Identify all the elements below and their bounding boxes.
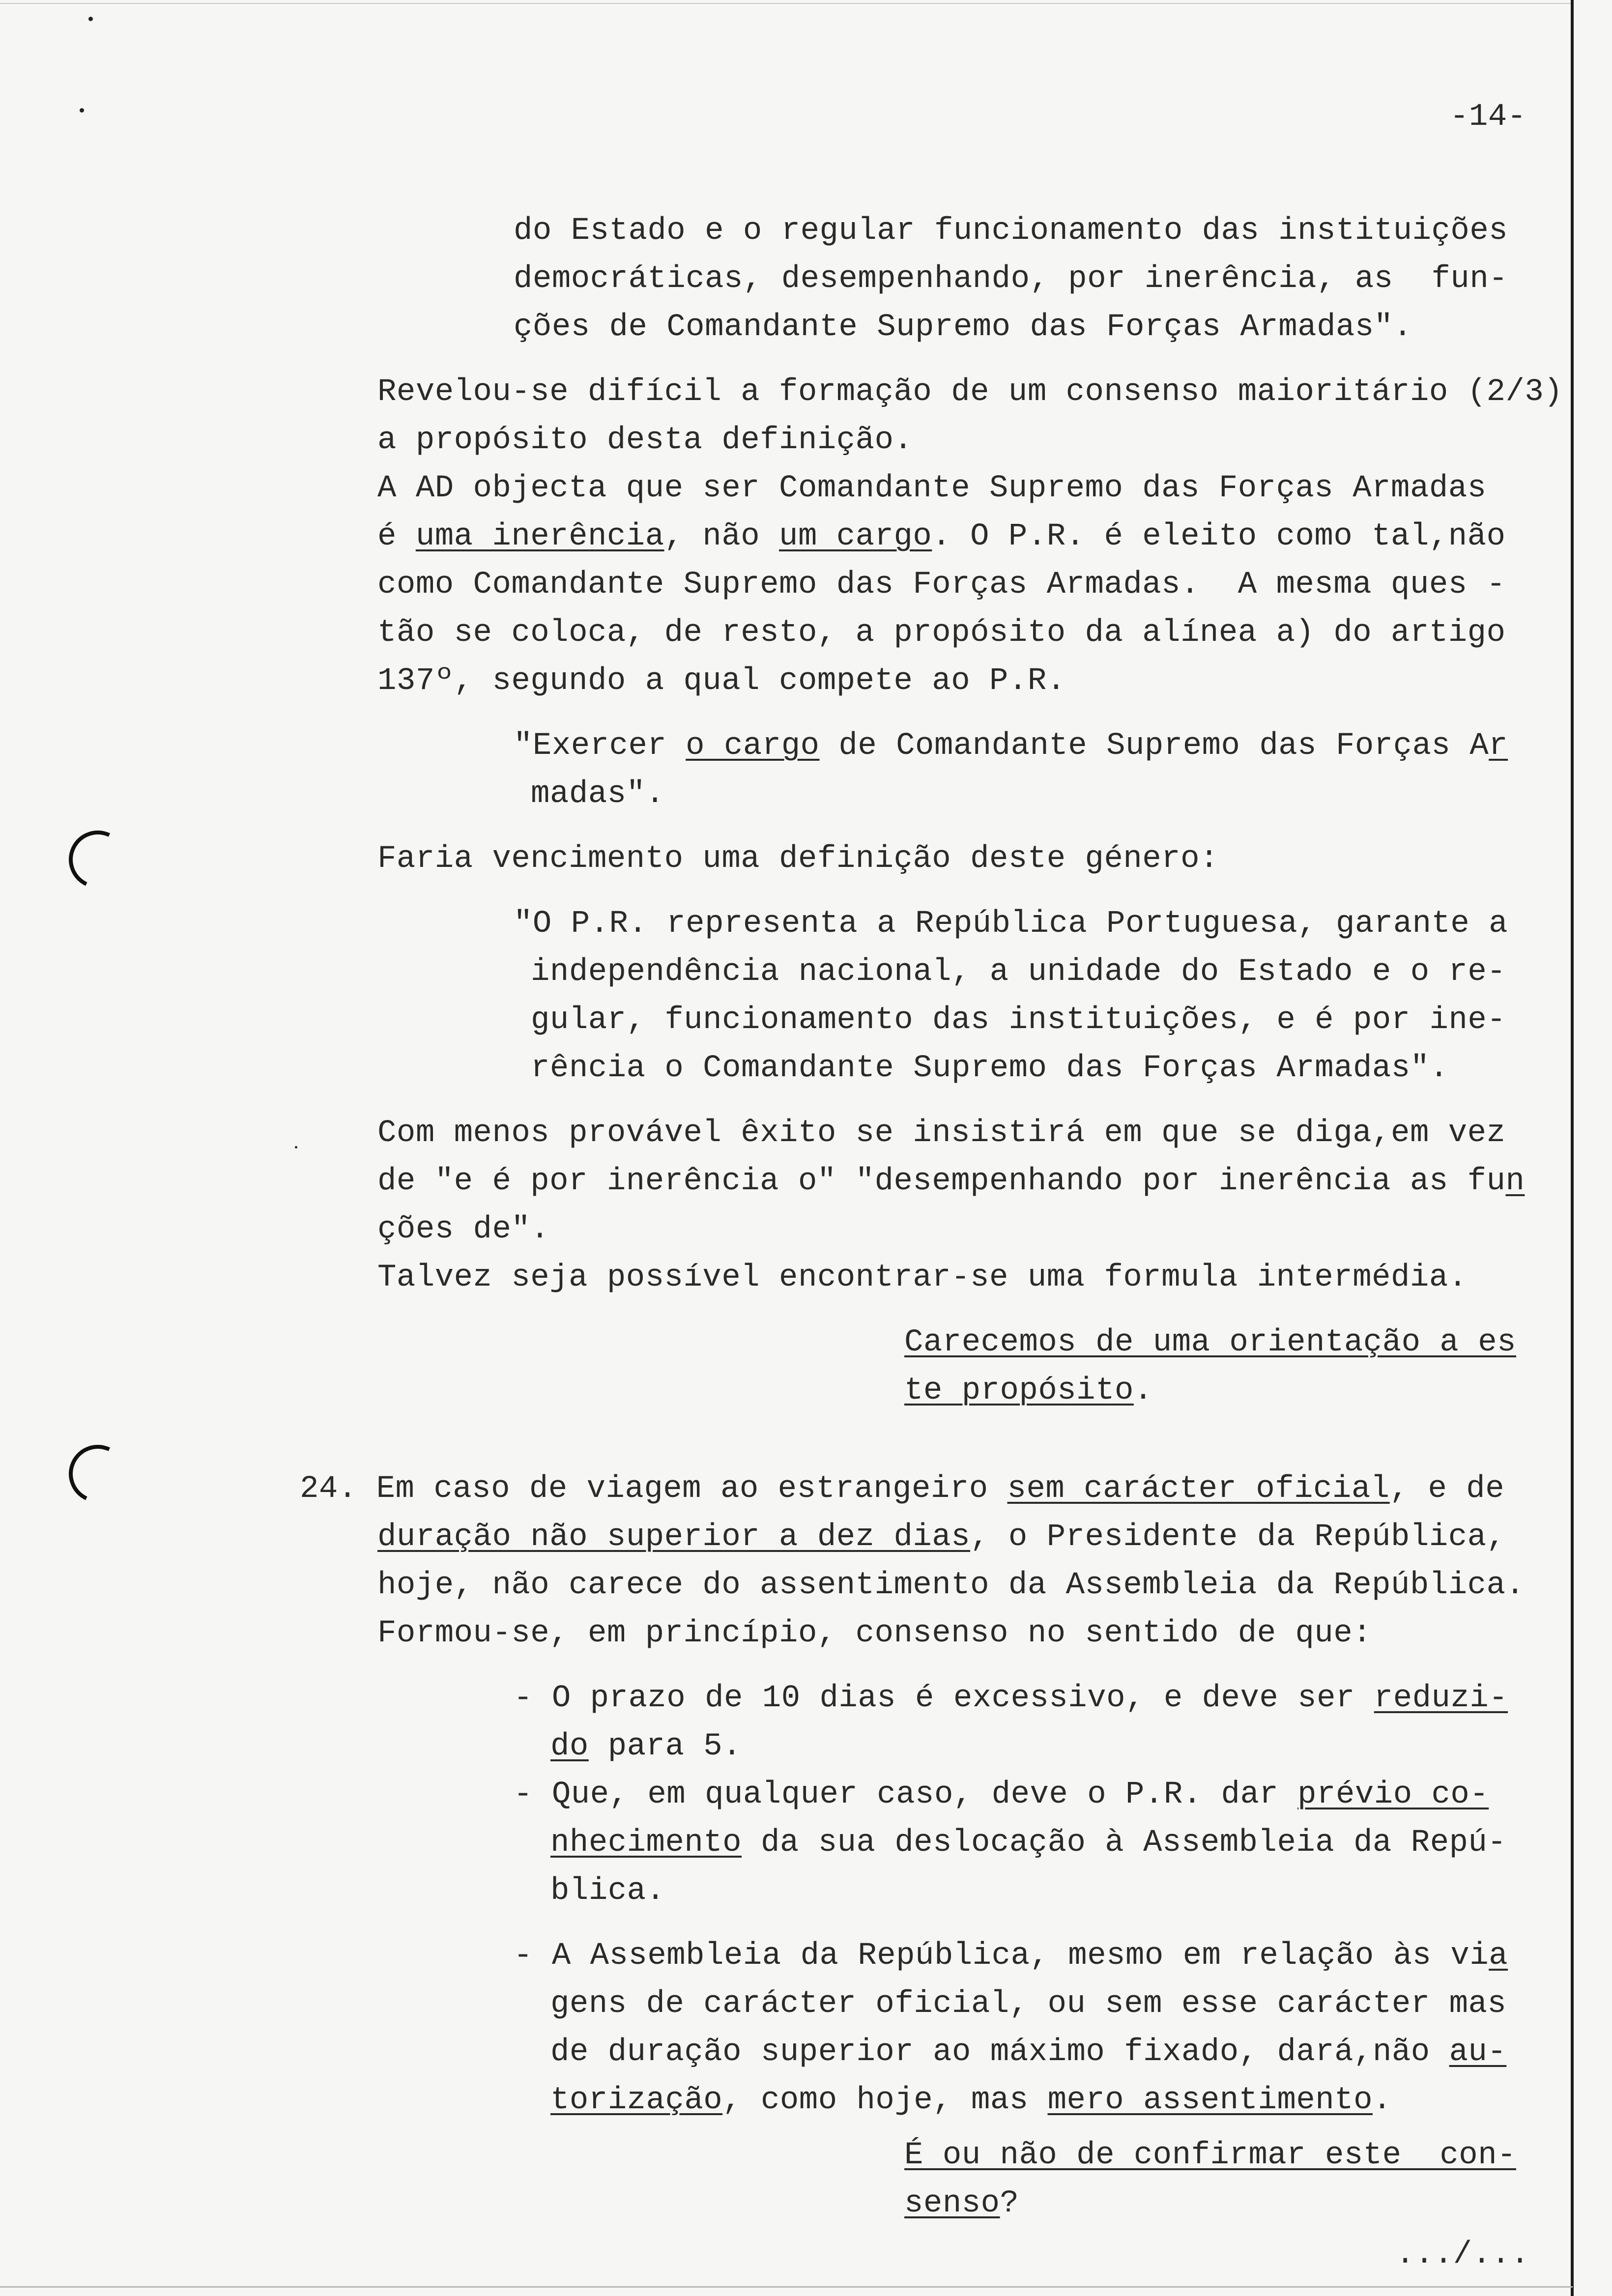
text-line: ções de Comandante Supremo das Forças Armadas". [514, 310, 1412, 345]
speck-mark [295, 1146, 297, 1148]
underlined-phrase: Carecemos de uma orientação a es [904, 1325, 1516, 1360]
underlined-phrase: senso [904, 2186, 1000, 2221]
underlined-phrase: mero assentimento [1047, 2083, 1373, 2118]
list-item: - A Assembleia da República, mesmo em relação às via [514, 1938, 1508, 1974]
text-line: como Comandante Supremo das Forças Armadas. A mesma ques - [377, 567, 1506, 603]
top-edge-rule [0, 3, 1573, 4]
text-line: democráticas, desempenhando, por inerência, as fun- [514, 261, 1508, 297]
quote-line: gular, funcionamento das instituições, e é por ine- [531, 1003, 1506, 1038]
underlined-phrase: uma inerência [415, 519, 664, 554]
quote-line: "Exercer o cargo de Comandante Supremo das Forças Ar [514, 728, 1508, 764]
speck-mark [80, 108, 84, 113]
punch-hole-mark [60, 822, 135, 896]
underlined-phrase: prévio co- [1297, 1777, 1489, 1812]
page-number: -14- [1450, 99, 1526, 135]
text-line: A AD objecta que ser Comandante Supremo das Forças Armadas [377, 471, 1487, 506]
underlined-phrase: nhecimento [550, 1825, 742, 1861]
bottom-edge-rule [0, 2286, 1573, 2288]
text-line: a propósito desta definição. [377, 423, 913, 458]
text-line: hoje, não carece do assentimento da Assembleia da República. [377, 1568, 1525, 1603]
speck-mark [88, 17, 93, 21]
quote-line: independência nacional, a unidade do Estado e o re- [531, 954, 1506, 990]
request-note [904, 1323, 1516, 1362]
text-line: de "e é por inerência o" "desempenhando por inerência as fun [377, 1164, 1525, 1199]
text-line: duração não superior a dez dias, o Presidente da República, [377, 1520, 1506, 1555]
underlined-phrase: duração não superior a dez dias [377, 1520, 971, 1555]
underlined-phrase: n [1505, 1164, 1525, 1199]
text-line: Revelou-se difícil a formação de um consenso maioritário (2/3) [377, 374, 1563, 410]
numbered-paragraph: 24. Em caso de viagem ao estrangeiro sem carácter oficial, e de [300, 1471, 1505, 1507]
underlined-phrase: te propósito [904, 1373, 1134, 1408]
list-item: - Que, em qualquer caso, deve o P.R. dar prévio co- [514, 1777, 1489, 1812]
list-item: blica. [550, 1873, 665, 1909]
punch-hole-mark [60, 1436, 135, 1511]
list-item: torização, como hoje, mas mero assentimento. [550, 2083, 1392, 2118]
right-edge-line [1571, 0, 1574, 2296]
text-line: tão se coloca, de resto, a propósito da alínea a) do artigo [377, 615, 1506, 651]
list-item: gens de carácter oficial, ou sem esse carácter mas [550, 1986, 1507, 2022]
text-line: Faria vencimento uma definição deste género: [377, 841, 1219, 877]
quote-line: "O P.R. representa a República Portuguesa, garante a [514, 906, 1508, 942]
text-line: Talvez seja possível encontrar-se uma formula intermédia. [377, 1260, 1468, 1295]
text-line: 137º, segundo a qual compete ao P.R. [377, 663, 1066, 699]
text-line: ções de". [377, 1212, 550, 1247]
underlined-phrase: um cargo [779, 519, 932, 554]
text-line: do Estado e o regular funcionamento das instituições [514, 213, 1508, 249]
list-item: nhecimento da sua deslocação à Assembleia da Repú- [550, 1825, 1507, 1861]
request-note: senso? [904, 2186, 1019, 2221]
continuation-mark: .../... [1396, 2237, 1530, 2272]
underlined-phrase: r [1489, 728, 1508, 764]
underlined-phrase: sem carácter oficial [1007, 1471, 1390, 1507]
list-item: - O prazo de 10 dias é excessivo, e deve ser reduzi- [514, 1681, 1508, 1716]
request-note [904, 2136, 1516, 2175]
text-line: é uma inerência, não um cargo. O P.R. é eleito como tal,não [377, 519, 1506, 554]
underlined-phrase: reduzi- [1374, 1681, 1508, 1716]
quote-line: rência o Comandante Supremo das Forças Armadas". [531, 1051, 1449, 1086]
text-line: Com menos provável êxito se insistirá em que se diga,em vez [377, 1116, 1506, 1151]
list-item: do para 5. [550, 1729, 742, 1764]
underlined-phrase: do [550, 1729, 589, 1764]
list-item: de duração superior ao máximo fixado, dará,não au- [550, 2035, 1507, 2070]
underlined-phrase: É ou não de confirmar este con- [904, 2138, 1516, 2173]
underlined-phrase: a [1489, 1938, 1508, 1974]
underlined-phrase: au- [1449, 2035, 1507, 2070]
quote-line: madas". [531, 776, 665, 812]
underlined-phrase: torização [550, 2083, 723, 2118]
request-note: te propósito. [904, 1373, 1153, 1408]
underlined-phrase: o cargo [686, 728, 820, 764]
text-line: Formou-se, em princípio, consenso no sentido de que: [377, 1616, 1372, 1651]
